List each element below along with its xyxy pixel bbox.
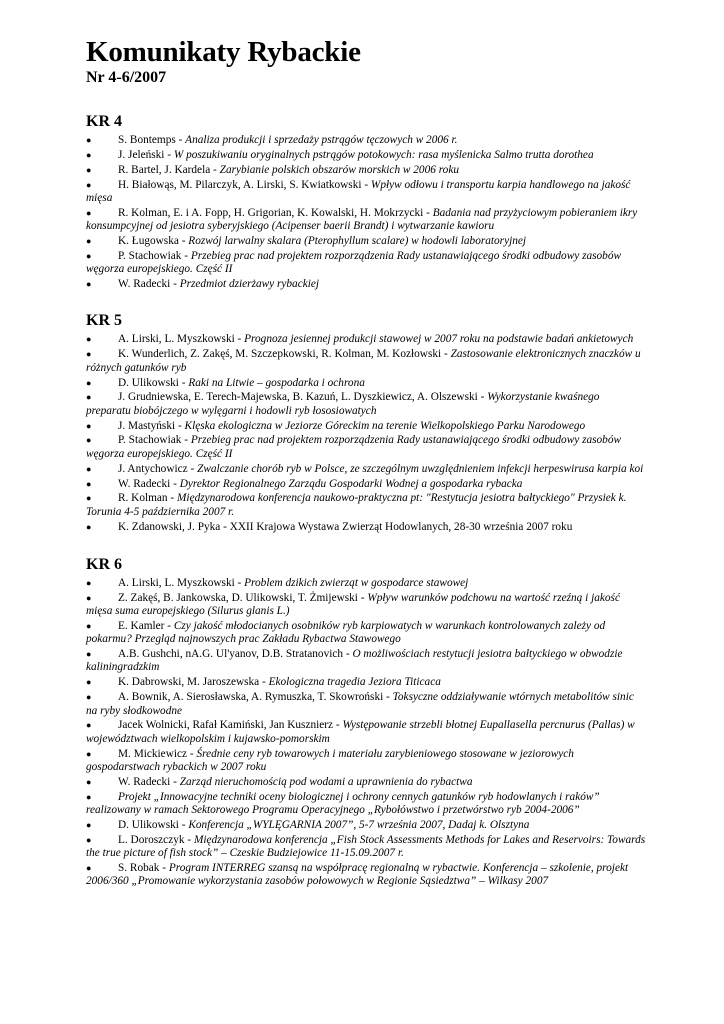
article-title: Toksyczne oddziaływanie wtórnych metabolitów sinic na ryby słodkowodne	[86, 691, 634, 717]
bullet-icon: ●	[86, 748, 92, 759]
section-kr-5	[86, 311, 646, 534]
list-item: ● R. Kolman - Międzynarodowa konferencja naukowo-praktyczna pt: "Restytucja jesiotra bałtyckiego" Przysiek k. Torunia 4-5 października 2007 r.	[86, 492, 627, 518]
article-title: Wykorzystanie kwaśnego preparatu biobójczego w wylęgarni i hodowli ryb łososiowatych	[86, 391, 600, 417]
article-authors: K. Dabrowski, M. Jaroszewska	[118, 676, 260, 689]
article-authors: K. Ługowska	[118, 235, 179, 248]
article-title: Problem dzikich zwierząt w gospodarce stawowej	[244, 576, 469, 589]
article-authors: Jacek Wolnicki, Rafał Kamiński, Jan Kusznierz	[118, 719, 334, 732]
list-item: ● K. Zdanowski, J. Pyka - XXII Krajowa Wystawa Zwierząt Hodowlanych, 28-30 września 2007 roku	[86, 520, 573, 533]
article-title: Zastosowanie elektronicznych znaczków u różnych gatunków ryb	[86, 348, 641, 374]
article-title: W poszukiwaniu oryginalnych pstrągów potokowych: rasa myślenicka Salmo trutta dorothea	[173, 148, 594, 161]
article-authors: H. Białowąs, M. Pilarczyk, A. Lirski, S. Kwiatkowski	[118, 178, 362, 191]
list-item: ● W. Radecki - Dyrektor Regionalnego Zarządu Gospodarki Wodnej a gospodarka rybacka	[86, 477, 523, 490]
list-item: ● A. Lirski, L. Myszkowski - Problem dzikich zwierząt w gospodarce stawowej	[86, 576, 469, 589]
bullet-icon: ●	[86, 135, 92, 145]
article-authors: S. Robak	[118, 861, 160, 874]
list-item: ● D. Ulikowski - Raki na Litwie – gospodarka i ochrona	[86, 376, 365, 389]
article-authors: M. Mickiewicz	[118, 747, 188, 760]
article-title: Rozwój larwalny skalara (Pterophyllum scalare) w hodowli laboratoryjnej	[188, 235, 527, 248]
bullet-icon: ●	[86, 334, 92, 345]
bullet-icon: ●	[86, 349, 92, 360]
article-title: Zwalczanie chorób ryb w Polsce, ze szczególnym uwzględnieniem infekcji herpeswirusa karpia koi	[197, 462, 644, 475]
bullet-icon: ●	[86, 250, 92, 261]
list-item: ● S. Robak - Program INTERREG szansą na współpracę regionalną w rybactwie. Konferencja – szkolenie, projekt 2006/360 „Promowanie wykorzystania zasobów połowowych w Regionie Sąsiedztwa” – Wilkasy 2007	[86, 861, 629, 888]
article-title: Klęska ekologiczna w Jeziorze Góreckim na terenie Wielkopolskiego Parku Narodowego	[184, 419, 586, 432]
article-authors: S. Bontemps	[118, 134, 176, 146]
list-item: ● J. Grudniewska, E. Terech-Majewska, B. Kazuń, L. Dyszkiewicz, A. Olszewski - Wykorzystanie kwaśnego preparatu biobójczego w wylęgarni i hodowli ryb łososiowatych	[86, 391, 600, 417]
article-authors: R. Kolman, E. i A. Fopp, H. Grigorian, K. Kowalski, H. Mokrzycki	[118, 206, 424, 219]
article-title: Ekologiczna tragedia Jeziora Titicaca	[268, 676, 441, 689]
article-title: Projekt „Innowacyjne techniki oceny biologicznej i ochrony cennych gatunków ryb hodowlanych i raków” realizowany w ramach Sektorowego Programu Operacyjnego „Rybołówstwo i przetwórstwo ryb 2004-2006”	[86, 790, 600, 817]
article-authors: K. Wunderlich, Z. Zakęś, M. Szczepkowski, R. Kolman, M. Kozłowski	[118, 348, 442, 361]
bullet-icon: ●	[86, 493, 92, 504]
article-authors: P. Stachowiak	[118, 434, 182, 447]
article-authors: A.B. Gushchi, nA.G. Ul'yanov, D.B. Stratanovich	[118, 648, 344, 661]
bullet-icon: ●	[86, 819, 92, 830]
document-page	[86, 36, 646, 890]
article-authors: A. Lirski, L. Myszkowski	[118, 333, 235, 346]
article-authors: P. Stachowiak	[118, 249, 182, 262]
bullet-icon: ●	[86, 392, 92, 403]
article-title: Prognoza jesiennej produkcji stawowej w 2007 roku na podstawie badań ankietowych	[244, 333, 634, 346]
list-item: ● W. Radecki - Zarząd nieruchomością pod wodami a uprawnienia do rybactwa	[86, 775, 473, 788]
bullet-icon: ●	[86, 577, 92, 588]
bullet-icon: ●	[86, 207, 92, 218]
bullet-icon: ●	[86, 862, 92, 873]
article-title: Program INTERREG szansą na współpracę regionalną w rybactwie. Konferencja – szkolenie, projekt 2006/360 „Promowanie wykorzystania zasobów połowowych w Regionie Sąsiedztwa” – Wilkasy 2007	[86, 861, 629, 888]
article-title: Zarybianie polskich obszarów morskich w 2006 roku	[219, 163, 459, 176]
article-title: Czy jakość młodocianych osobników ryb karpiowatych w warunkach kontrolowanych zależy od pokarmu? Przegląd najnowszych prac Zakładu Rybactwa Stawowego	[86, 620, 606, 646]
bullet-icon: ●	[86, 164, 92, 175]
section-heading: KR 5	[86, 312, 122, 330]
article-authors: K. Zdanowski, J. Pyka	[118, 520, 221, 533]
list-item: ● Z. Zakęś, B. Jankowska, D. Ulikowski, T. Żmijewski - Wpływ warunków podchowu na wartość rzeźną i jakość mięsa suma europejskiego (Silurus glanis L.)	[86, 591, 620, 618]
article-authors: A. Lirski, L. Myszkowski	[118, 576, 235, 589]
bullet-icon: ●	[86, 377, 92, 388]
article-authors: E. Kamler	[118, 620, 165, 632]
bullet-icon: ●	[86, 692, 92, 703]
bullet-icon: ●	[86, 179, 92, 190]
article-authors: W. Radecki	[118, 775, 171, 788]
list-item: ● Jacek Wolnicki, Rafał Kamiński, Jan Kusznierz - Występowanie strzebli błotnej Eupallasella percnurus (Pallas) w województwach wielkopolskim i kujawsko-pomorskim	[86, 719, 635, 745]
article-authors: R. Bartel, J. Kardela	[118, 163, 211, 176]
section-heading: KR 4	[86, 113, 122, 130]
sections-container	[86, 112, 646, 889]
bullet-icon: ●	[86, 521, 92, 532]
bullet-icon: ●	[86, 720, 92, 731]
list-item: ● W. Radecki - Przedmiot dzierżawy rybackiej	[86, 278, 320, 291]
section-heading: KR 6	[86, 555, 122, 573]
list-item: ● K. Ługowska - Rozwój larwalny skalara (Pterophyllum scalare) w hodowli laboratoryjnej	[86, 235, 527, 248]
bullet-icon: ●	[86, 677, 92, 688]
bullet-icon: ●	[86, 435, 92, 446]
article-title: Średnie ceny ryb towarowych i materiału zarybieniowego stosowane w jeziorowych gospodarstwach rybackich w 2007 roku	[86, 747, 574, 773]
article-list	[86, 134, 646, 291]
bullet-icon: ●	[86, 149, 92, 160]
list-item: ● D. Ulikowski - Konferencja „WYLĘGARNIA 2007”, 5-7 września 2007, Dadaj k. Olsztyna	[86, 818, 530, 831]
section-kr-4	[86, 112, 646, 291]
bullet-icon: ●	[86, 463, 92, 474]
list-item: ● J. Antychowicz - Zwalczanie chorób ryb w Polsce, ze szczególnym uwzględnieniem infekcji herpeswirusa karpia koi	[86, 462, 644, 475]
article-title: Raki na Litwie – gospodarka i ochrona	[188, 376, 365, 389]
bullet-icon: ●	[86, 420, 92, 431]
article-authors: A. Bownik, A. Sierosławska, A. Rymuszka, T. Skowroński	[118, 691, 384, 704]
list-item: ● A.B. Gushchi, nA.G. Ul'yanov, D.B. Stratanovich - O możliwościach restytucji jesiotra bałtyckiego w obwodzie kaliningradzkim	[86, 648, 623, 674]
bullet-icon: ●	[86, 621, 92, 631]
list-item: ● L. Doroszczyk - Międzynarodowa konferencja „Fish Stock Assessments Methods for Lakes and Reservoirs: Towards the true picture of fish stock” – Czeskie Budziejowice 11-15.09.2007 r.	[86, 833, 646, 860]
article-title: Przebieg prac nad projektem rozporządzenia Rady ustanawiającego środki odbudowy zasobów węgorza europejskiego. Część II	[86, 249, 622, 276]
list-item: ● K. Dabrowski, M. Jaroszewska - Ekologiczna tragedia Jeziora Titicaca	[86, 676, 441, 689]
bullet-icon: ●	[86, 592, 92, 603]
list-item: ● H. Białowąs, M. Pilarczyk, A. Lirski, S. Kwiatkowski - Wpływ odłowu i transportu karpia handlowego na jakość mięsa	[86, 178, 631, 204]
article-authors: J. Antychowicz	[118, 462, 188, 475]
bullet-icon: ●	[86, 236, 92, 247]
article-authors: J. Jeleński	[118, 148, 165, 161]
article-title: O możliwościach restytucji jesiotra bałtyckiego w obwodzie kaliningradzkim	[86, 648, 623, 674]
article-authors: D. Ulikowski	[118, 818, 179, 831]
list-item: ● P. Stachowiak - Przebieg prac nad projektem rozporządzenia Rady ustanawiającego środki odbudowy zasobów węgorza europejskiego. Część II	[86, 434, 622, 460]
list-item	[86, 791, 646, 818]
article-title: Wpływ odłowu i transportu karpia handlowego na jakość mięsa	[86, 178, 631, 204]
list-item: ● J. Jeleński - W poszukiwaniu oryginalnych pstrągów potokowych: rasa myślenicka Salmo trutta dorothea	[86, 148, 594, 161]
article-authors: J. Grudniewska, E. Terech-Majewska, B. Kazuń, L. Dyszkiewicz, A. Olszewski	[118, 391, 478, 404]
article-title: Konferencja „WYLĘGARNIA 2007”, 5-7 września 2007, Dadaj k. Olsztyna	[188, 818, 530, 831]
list-item: ● R. Kolman, E. i A. Fopp, H. Grigorian, K. Kowalski, H. Mokrzycki - Badania nad przyżyciowym pobieraniem ikry konsumpcyjnej od jesiotra syberyjskiego (Acipenser baerii Brandt) i wytwarzanie kawioru	[86, 206, 638, 233]
article-list	[86, 333, 646, 534]
article-title: Występowanie strzebli błotnej Eupallasella percnurus (Pallas) w województwach wielkopolskim i kujawsko-pomorskim	[86, 719, 635, 745]
article-authors: W. Radecki	[118, 477, 171, 490]
bullet-icon: ●	[86, 279, 92, 290]
article-title: XXII Krajowa Wystawa Zwierząt Hodowlanych, 28-30 września 2007 roku	[229, 520, 573, 533]
list-item: ● A. Lirski, L. Myszkowski - Prognoza jesiennej produkcji stawowej w 2007 roku na podstawie badań ankietowych	[86, 333, 634, 346]
article-authors: L. Doroszczyk	[118, 833, 185, 846]
list-item: ● M. Mickiewicz - Średnie ceny ryb towarowych i materiału zarybieniowego stosowane w jeziorowych gospodarstwach rybackich w 2007 roku	[86, 747, 574, 773]
bullet-icon: ●	[86, 478, 92, 489]
article-title: Wpływ warunków podchowu na wartość rzeźną i jakość mięsa suma europejskiego (Silurus glanis L.)	[86, 591, 620, 618]
article-title: Międzynarodowa konferencja „Fish Stock Assessments Methods for Lakes and Reservoirs: Towards the true picture of fish stock” – Czeskie Budziejowice 11-15.09.2007 r.	[86, 833, 646, 860]
article-authors: W. Radecki	[118, 278, 171, 291]
list-item: ● E. Kamler - Czy jakość młodocianych osobników ryb karpiowatych w warunkach kontrolowanych zależy od pokarmu? Przegląd najnowszych prac Zakładu Rybactwa Stawowego	[86, 620, 606, 646]
article-title: Analiza produkcji i sprzedaży pstrągów tęczowych w 2006 r.	[185, 134, 458, 146]
article-title: Przebieg prac nad projektem rozporządzenia Rady ustanawiającego środki odbudowy zasobów węgorza europejskiego. Część II	[86, 434, 622, 460]
article-title: Dyrektor Regionalnego Zarządu Gospodarki Wodnej a gospodarka rybacka	[179, 477, 523, 490]
issue-number: Nr 4-6/2007	[86, 69, 167, 86]
list-item: ● J. Mastyński - Klęska ekologiczna w Jeziorze Góreckim na terenie Wielkopolskiego Parku Narodowego	[86, 419, 586, 432]
list-item: ● K. Wunderlich, Z. Zakęś, M. Szczepkowski, R. Kolman, M. Kozłowski - Zastosowanie elektronicznych znaczków u różnych gatunków ryb	[86, 348, 641, 374]
article-title: Międzynarodowa konferencja naukowo-praktyczna pt: "Restytucja jesiotra bałtyckiego" Przysiek k. Torunia 4-5 października 2007 r.	[86, 492, 627, 518]
article-authors: J. Mastyński	[118, 419, 176, 432]
list-item: ● R. Bartel, J. Kardela - Zarybianie polskich obszarów morskich w 2006 roku	[86, 163, 459, 176]
article-title: Badania nad przyżyciowym pobieraniem ikry konsumpcyjnej od jesiotra syberyjskiego (Acipenser baerii Brandt) i wytwarzanie kawioru	[86, 206, 638, 233]
page-title: Komunikaty Rybackie	[86, 36, 361, 68]
list-item: ● P. Stachowiak - Przebieg prac nad projektem rozporządzenia Rady ustanawiającego środki odbudowy zasobów węgorza europejskiego. Część II	[86, 249, 622, 276]
article-authors: R. Kolman	[118, 492, 168, 505]
bullet-icon: ●	[86, 776, 92, 787]
bullet-icon: ●	[86, 649, 92, 660]
article-title: Przedmiot dzierżawy rybackiej	[179, 278, 320, 291]
article-list	[86, 577, 646, 889]
bullet-icon: ●	[86, 791, 92, 802]
section-kr-6	[86, 555, 646, 889]
article-authors: Z. Zakęś, B. Jankowska, D. Ulikowski, T. Żmijewski	[118, 591, 358, 604]
bullet-icon: ●	[86, 834, 92, 845]
article-authors: D. Ulikowski	[118, 376, 179, 389]
article-title: Zarząd nieruchomością pod wodami a uprawnienia do rybactwa	[179, 775, 473, 788]
list-item: ● A. Bownik, A. Sierosławska, A. Rymuszka, T. Skowroński - Toksyczne oddziaływanie wtórnych metabolitów sinic na ryby słodkowodne	[86, 691, 634, 717]
list-item: ● S. Bontemps - Analiza produkcji i sprzedaży pstrągów tęczowych w 2006 r.	[86, 134, 458, 146]
